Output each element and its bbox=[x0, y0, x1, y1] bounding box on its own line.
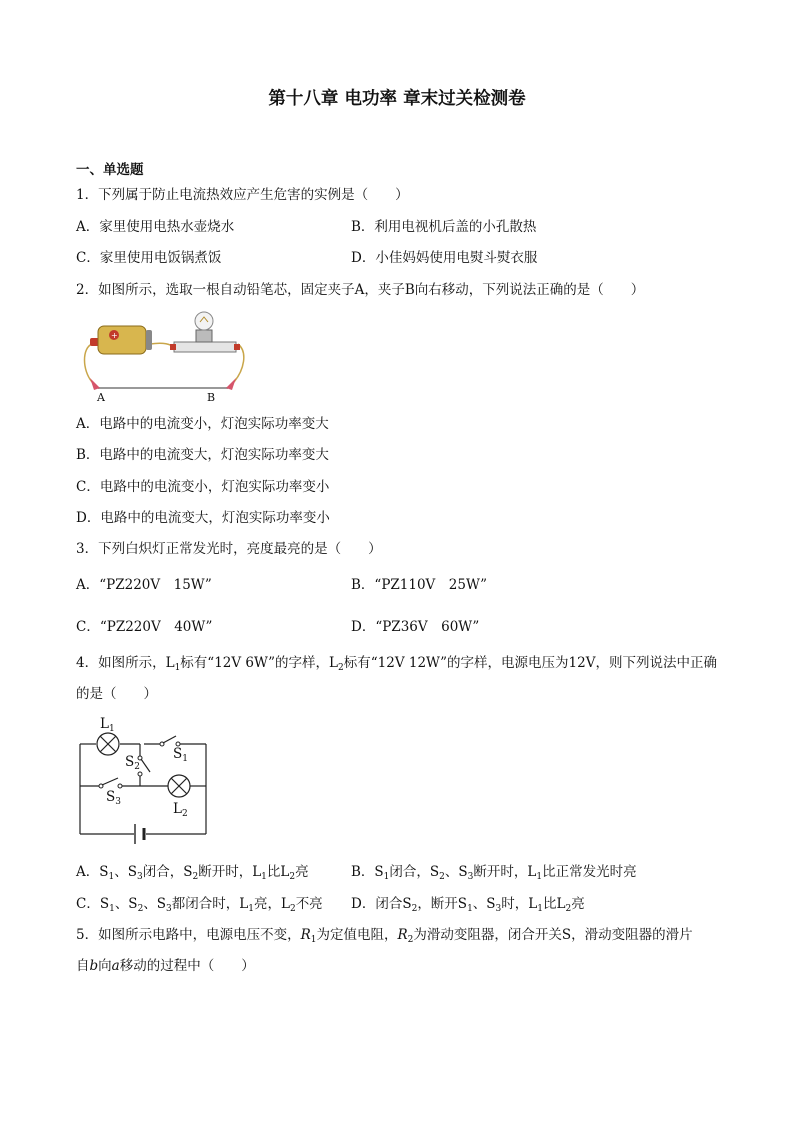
clip-b-icon bbox=[226, 378, 236, 390]
question-1-option-a: A．家里使用电热水壶烧水 bbox=[76, 219, 235, 235]
question-1-option-b: B．利用电视机后盖的小孔散热 bbox=[351, 219, 537, 235]
question-2-stem: 2．如图所示，选取一根自动铅笔芯，固定夹子A，夹子B向右移动，下列说法正确的是（ ） bbox=[76, 282, 645, 298]
question-2-option-a: A．电路中的电流变小，灯泡实际功率变大 bbox=[76, 416, 329, 432]
question-5-stem: 5．如图所示电路中，电源电压不变，$R_1$为定值电阻，$R_2$为滑动变阻器，闭合开关S，滑动变阻器的滑片 bbox=[76, 927, 693, 945]
switch-circuit-diagram bbox=[74, 712, 214, 852]
diagram-label-l2: $L_2$ bbox=[173, 801, 188, 819]
question-3-option-d: D．“PZ36V 60W” bbox=[351, 619, 480, 635]
svg-text:+: + bbox=[111, 331, 118, 340]
clip-b-label: B bbox=[207, 391, 216, 404]
page-title: 第十八章 电功率 章末过关检测卷 bbox=[268, 89, 526, 109]
battery-icon bbox=[90, 326, 152, 354]
question-4-option-b: B．$S_1$闭合，$S_2$、$S_3$断开时，$L_1$比正常发光时亮 bbox=[351, 864, 637, 882]
clip-a-icon bbox=[90, 378, 100, 390]
question-4-stem: 4．如图所示，$L_1$标有“12V 6W”的字样，$L_2$标有“12V 12W”的字样，电源电压为12V，则下列说法中正确 bbox=[76, 655, 717, 673]
diagram-label-s1: $S_1$ bbox=[173, 746, 188, 764]
question-2-option-c: C．电路中的电流变小，灯泡实际功率变小 bbox=[76, 479, 330, 495]
diagram-label-s3: $S_3$ bbox=[106, 789, 121, 807]
diagram-label-l1: $L_1$ bbox=[100, 716, 115, 734]
question-4-stem-line-2: 的是（ ） bbox=[76, 686, 157, 702]
question-4-option-d: D．闭合$S_2$，断开$S_1$、$S_3$时，$L_1$比$L_2$亮 bbox=[351, 896, 585, 914]
section-heading: 一、单选题 bbox=[76, 162, 144, 178]
diagram-label-s2: $S_2$ bbox=[125, 754, 140, 772]
clip-a-label: A bbox=[97, 391, 105, 404]
question-3-option-b: B．“PZ110V 25W” bbox=[351, 577, 488, 593]
question-1-option-d: D．小佳妈妈使用电熨斗熨衣服 bbox=[351, 250, 538, 266]
question-1-stem: 1．下列属于防止电流热效应产生危害的实例是（ ） bbox=[76, 187, 409, 203]
question-5-stem-line-2: 自b向a移动的过程中（ ） bbox=[76, 958, 255, 974]
question-3-stem: 3．下列白炽灯正常发光时，亮度最亮的是（ ） bbox=[76, 541, 382, 557]
battery-icon bbox=[135, 824, 144, 844]
question-1-option-c: C．家里使用电饭锅煮饭 bbox=[76, 250, 222, 266]
question-2-option-d: D．电路中的电流变大，灯泡实际功率变小 bbox=[76, 510, 330, 526]
lamp-l2-icon bbox=[168, 775, 190, 797]
switch-s3-icon bbox=[99, 778, 122, 788]
question-3-option-a: A．“PZ220V 15W” bbox=[76, 577, 212, 593]
question-4-option-a: A．$S_1$、$S_3$闭合，$S_2$断开时，$L_1$比$L_2$亮 bbox=[76, 864, 309, 882]
question-4-option-c: C．$S_1$、$S_2$、$S_3$都闭合时，$L_1$亮，$L_2$不亮 bbox=[76, 896, 323, 914]
light-bulb-icon bbox=[170, 312, 240, 352]
question-2-option-b: B．电路中的电流变大，灯泡实际功率变大 bbox=[76, 447, 329, 463]
question-3-option-c: C．“PZ220V 40W” bbox=[76, 619, 213, 635]
